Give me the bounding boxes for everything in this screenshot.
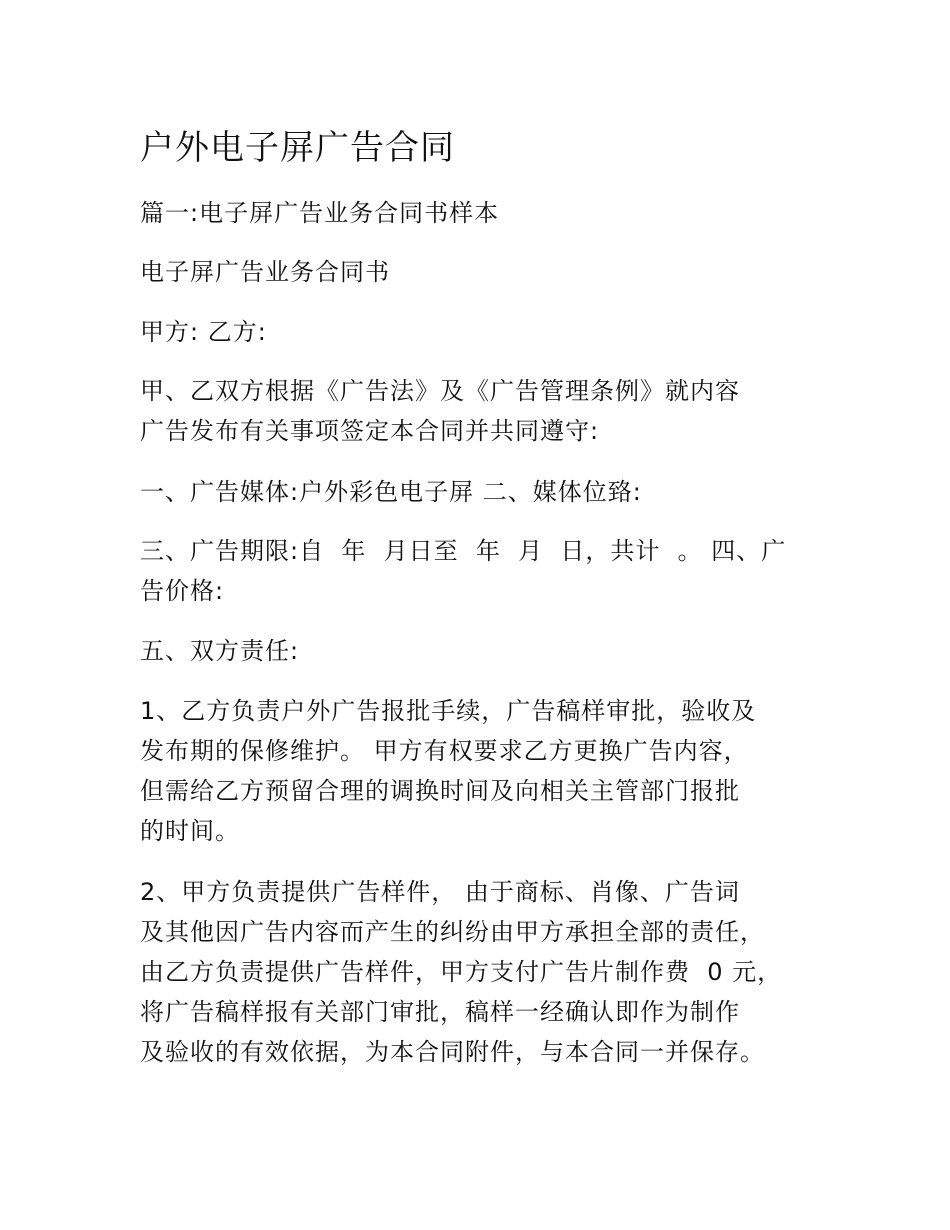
text-line: 一、广告媒体:户外彩色电子屏 二、媒体位臵:	[140, 478, 642, 506]
responsibility-item-1	[140, 691, 756, 851]
contract-heading	[140, 252, 390, 292]
parties-line	[140, 312, 267, 352]
responsibility-item-2	[140, 872, 782, 1072]
document-title: 户外电子屏广告合同	[140, 128, 455, 168]
text-line: 1、乙方负责户外广告报批手续，广告稿样审批，验收及	[140, 697, 757, 725]
text-line: 2、甲方负责提供广告样件， 由于商标、肖像、广告词	[140, 878, 740, 906]
text-line: 及验收的有效依据，为本合同附件，与本合同一并保存。	[140, 1038, 765, 1066]
text-line: 将广告稿样报有关部门审批，稿样一经确认即作为制作	[140, 998, 740, 1026]
text-line: 甲方: 乙方:	[140, 318, 267, 346]
clause-media	[140, 472, 642, 512]
text-line: 甲、乙双方根据《广告法》及《广告管理条例》就内容	[140, 377, 740, 405]
text-line: 篇一:电子屏广告业务合同书样本	[140, 199, 500, 227]
text-line: 告价格:	[140, 577, 225, 605]
text-line: 五、双方责任:	[140, 637, 300, 665]
clause-responsibilities	[140, 631, 299, 671]
text-line: 电子屏广告业务合同书	[140, 258, 390, 286]
text-line: 由乙方负责提供广告样件，甲方支付广告片制作费 0 元，	[140, 958, 783, 986]
text-line: 发布期的保修维护。 甲方有权要求乙方更换广告内容，	[140, 737, 749, 765]
preamble-paragraph	[140, 371, 740, 451]
text-line: 及其他因广告内容而产生的纠纷由甲方承担全部的责任，	[140, 918, 765, 946]
text-line: 广告发布有关事项签定本合同并共同遵守:	[140, 417, 600, 445]
text-line: 的时间。	[140, 817, 240, 845]
text-line: 三、广告期限:自 年 月日至 年 月 日，共计 。 四、广	[140, 537, 787, 565]
section-heading	[140, 193, 499, 233]
clause-period	[140, 531, 786, 611]
text-line: 但需给乙方预留合理的调换时间及向相关主管部门报批	[140, 777, 740, 805]
